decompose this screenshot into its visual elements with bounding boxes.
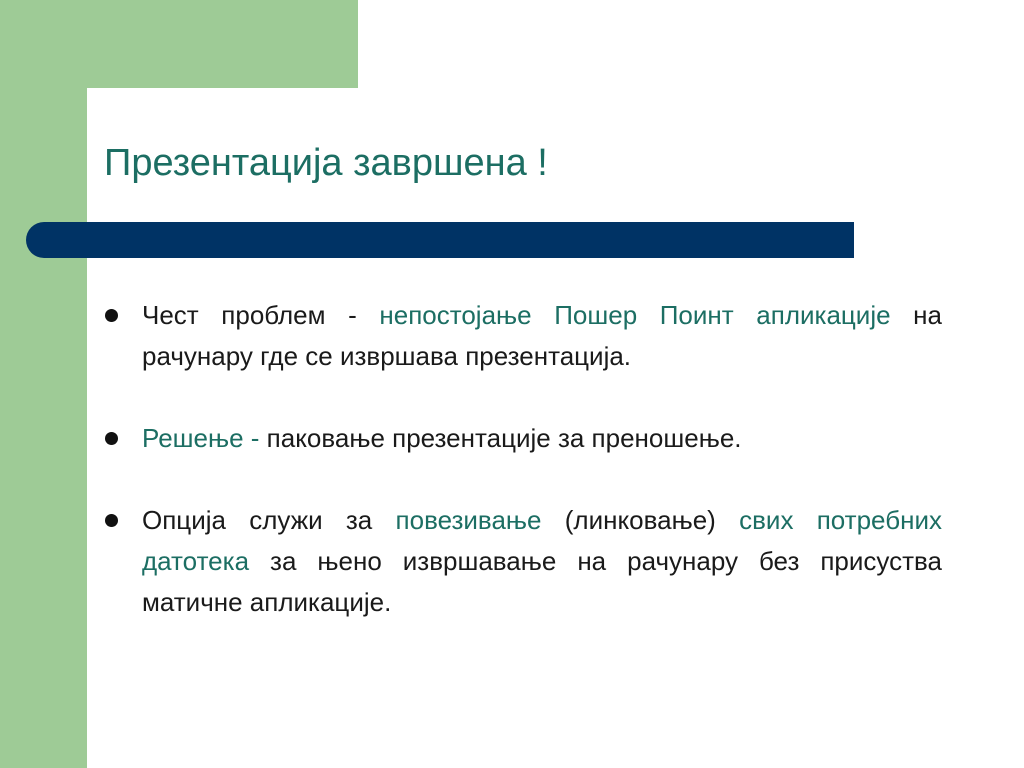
- bullet-item: [100, 500, 942, 623]
- bullet-text-highlight: Решење -: [142, 423, 267, 453]
- bullet-list: [100, 295, 942, 623]
- bullet-dot-icon: [105, 432, 118, 445]
- bullet-text-part: за њено извршавање на рачунару без присуства матичне апликације.: [142, 546, 942, 617]
- bullet-dot-icon: [105, 309, 118, 322]
- decor-green-bar-top: [0, 0, 358, 88]
- bullet-text-part: паковање презентације за преношење.: [266, 423, 742, 453]
- decor-green-bar-left: [0, 0, 87, 768]
- bullet-text-part: (линковање): [541, 505, 740, 535]
- slide-title: Презентација завршена !: [104, 142, 548, 184]
- bullet-item: [100, 418, 942, 459]
- bullet-text-highlight: повезивање: [395, 505, 542, 535]
- bullet-text-highlight: свих потребних датотека: [142, 505, 942, 576]
- bullet-text-highlight: непостојање Пошер Поинт апликације: [379, 300, 891, 330]
- bullet-text-part: на рачунару где се извршава презентација.: [142, 300, 942, 371]
- bullet-text-part: Чест проблем -: [142, 300, 380, 330]
- title-underline-bar: [26, 222, 854, 258]
- bullet-dot-icon: [105, 514, 118, 527]
- bullet-text-part: Опција служи за: [142, 505, 396, 535]
- bullet-item: [100, 295, 942, 377]
